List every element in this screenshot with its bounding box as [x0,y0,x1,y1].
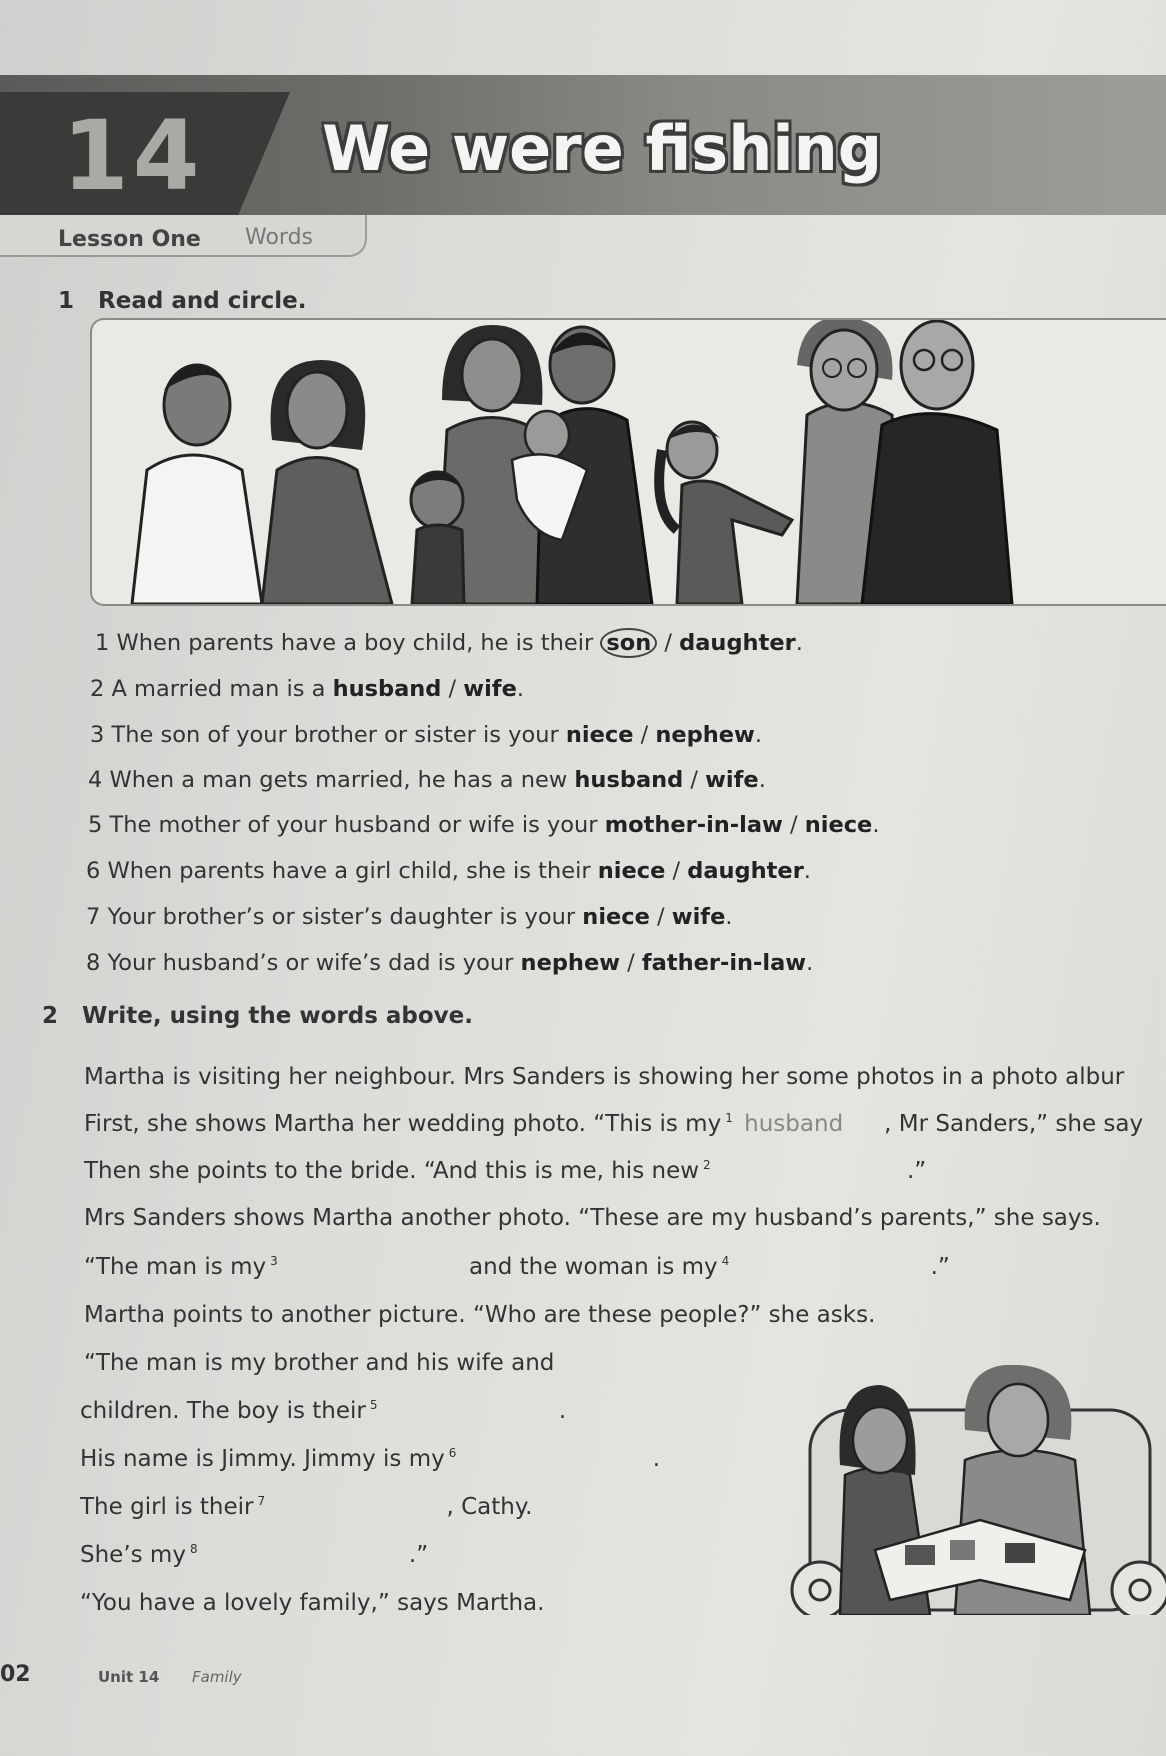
footer-topic: Family [192,1668,242,1686]
ex2-line-7: “The man is my brother and his wife and [84,1350,555,1376]
family-picture [92,320,1166,604]
blank-number: 3 [270,1254,278,1269]
question-number: 5 [88,812,103,838]
option-2[interactable]: father-in-law [641,950,807,976]
question-end: . [516,676,525,702]
exercise1-heading [58,288,306,314]
question-end: . [754,722,762,748]
man-figure [132,365,262,604]
ex2-line-11 [80,1542,428,1568]
ex2-line-5 [84,1254,950,1280]
question-row [86,950,813,976]
question-text: When parents have a boy child, he is their [116,630,594,656]
ex2-text: .” [930,1254,950,1280]
option-separator: / [633,722,656,748]
ex2-text: She’s my [80,1542,186,1568]
question-number: 4 [88,767,103,793]
option-1[interactable]: niece [582,904,650,930]
question-number: 2 [90,676,105,702]
blank-number: 1 [725,1111,733,1126]
question-end: . [795,630,803,656]
ex2-text: First, she shows Martha her wedding photo. “This is my [84,1111,722,1137]
option-separator: / [665,858,688,884]
blank-1-answer[interactable]: husband [744,1111,844,1137]
option-separator: / [620,950,642,976]
option-1[interactable]: niece [597,858,666,884]
ex2-line-1: Martha is visiting her neighbour. Mrs Sanders is showing her some photos in a photo albur [84,1064,1125,1090]
question-row [95,630,803,656]
option-separator: / [649,904,672,930]
blank-number: 6 [448,1446,457,1461]
ex2-line-9 [80,1446,660,1472]
option-separator: / [683,767,706,793]
option-2[interactable]: niece [804,812,873,838]
exercise1-number: 1 [58,288,75,314]
option-1[interactable]: son [600,628,657,658]
question-row [88,812,879,838]
question-end: . [725,904,733,930]
ex2-text: , Mr Sanders,” she say [884,1111,1144,1137]
question-end: . [758,767,766,793]
ex2-text: Then she points to the bride. “And this is me, his new [84,1158,700,1184]
question-text: The mother of your husband or wife is your [109,812,598,838]
ex2-text: .” [408,1542,429,1568]
ex2-text: . [652,1446,661,1472]
question-number: 8 [86,950,101,976]
ex2-text: and the woman is my [469,1254,718,1280]
option-2[interactable]: daughter [687,858,804,884]
question-number: 3 [90,722,105,748]
ex2-text: “The man is my [84,1254,267,1280]
ex2-line-6: Martha points to another picture. “Who are these people?” she asks. [84,1302,876,1328]
lesson-label: Lesson One [58,227,201,252]
question-text: The son of your brother or sister is your [111,722,559,748]
question-row [90,676,524,702]
sofa-illustration [780,1365,1166,1615]
question-row [88,767,766,793]
ex2-line-12: “You have a lovely family,” says Martha. [80,1590,545,1616]
lesson-topic: Words [245,225,314,250]
ex2-line-10 [80,1494,532,1520]
ex2-line-3 [84,1158,926,1184]
ex2-text: His name is Jimmy. Jimmy is my [80,1446,445,1472]
question-end: . [803,858,811,884]
option-separator: / [657,630,680,656]
ex2-text: .” [906,1158,927,1184]
exercise1-instruction: Read and circle. [98,288,307,314]
boy-figure [410,472,464,604]
blank-number: 5 [369,1398,378,1413]
exercise2-instruction: Write, using the words above. [82,1003,474,1029]
option-1[interactable]: mother-in-law [604,812,783,838]
unit-number: 14 [62,100,204,212]
question-text: When parents have a girl child, she is their [107,858,591,884]
question-text: Your husband’s or wife’s dad is your [107,950,514,976]
question-text: Your brother’s or sister’s daughter is your [107,904,576,930]
option-2[interactable]: wife [705,767,759,793]
exercise2-number: 2 [42,1003,59,1029]
ex2-text: . [558,1398,567,1424]
option-separator: / [782,812,805,838]
option-separator: / [441,676,464,702]
question-end: . [806,950,814,976]
family-illustration [90,318,1166,606]
ex2-line-8 [80,1398,566,1424]
blank-number: 7 [257,1494,266,1509]
ex2-text: The girl is their [80,1494,254,1520]
option-2[interactable]: daughter [679,630,796,656]
page-number: 02 [0,1662,31,1687]
option-2[interactable]: nephew [655,722,755,748]
exercise2-heading [42,1003,473,1029]
question-text: A married man is a [111,676,326,702]
option-2[interactable]: wife [671,904,726,930]
blank-number: 8 [189,1542,198,1557]
ex2-text: , Cathy. [446,1494,533,1520]
question-number: 1 [95,630,110,656]
girl-figure [659,422,792,604]
question-row [86,858,811,884]
question-row [90,722,762,748]
option-1[interactable]: husband [574,767,684,793]
ex2-line-2 [84,1111,1143,1137]
unit-title: We were fishing [322,112,883,185]
blank-number: 4 [721,1254,730,1269]
question-row [86,904,733,930]
question-number: 7 [86,904,101,930]
question-text: When a man gets married, he has a new [109,767,568,793]
option-1[interactable]: husband [332,676,442,702]
ex2-text: children. The boy is their [80,1398,366,1424]
ex2-line-4: Mrs Sanders shows Martha another photo. “These are my husband’s parents,” she says. [84,1205,1101,1231]
woman-figure [262,360,392,604]
option-2[interactable]: wife [463,676,517,702]
blank-number: 2 [703,1158,711,1173]
footer-unit: Unit 14 [98,1668,160,1686]
question-end: . [872,812,880,838]
option-1[interactable]: nephew [520,950,620,976]
option-1[interactable]: niece [565,722,634,748]
question-number: 6 [86,858,101,884]
